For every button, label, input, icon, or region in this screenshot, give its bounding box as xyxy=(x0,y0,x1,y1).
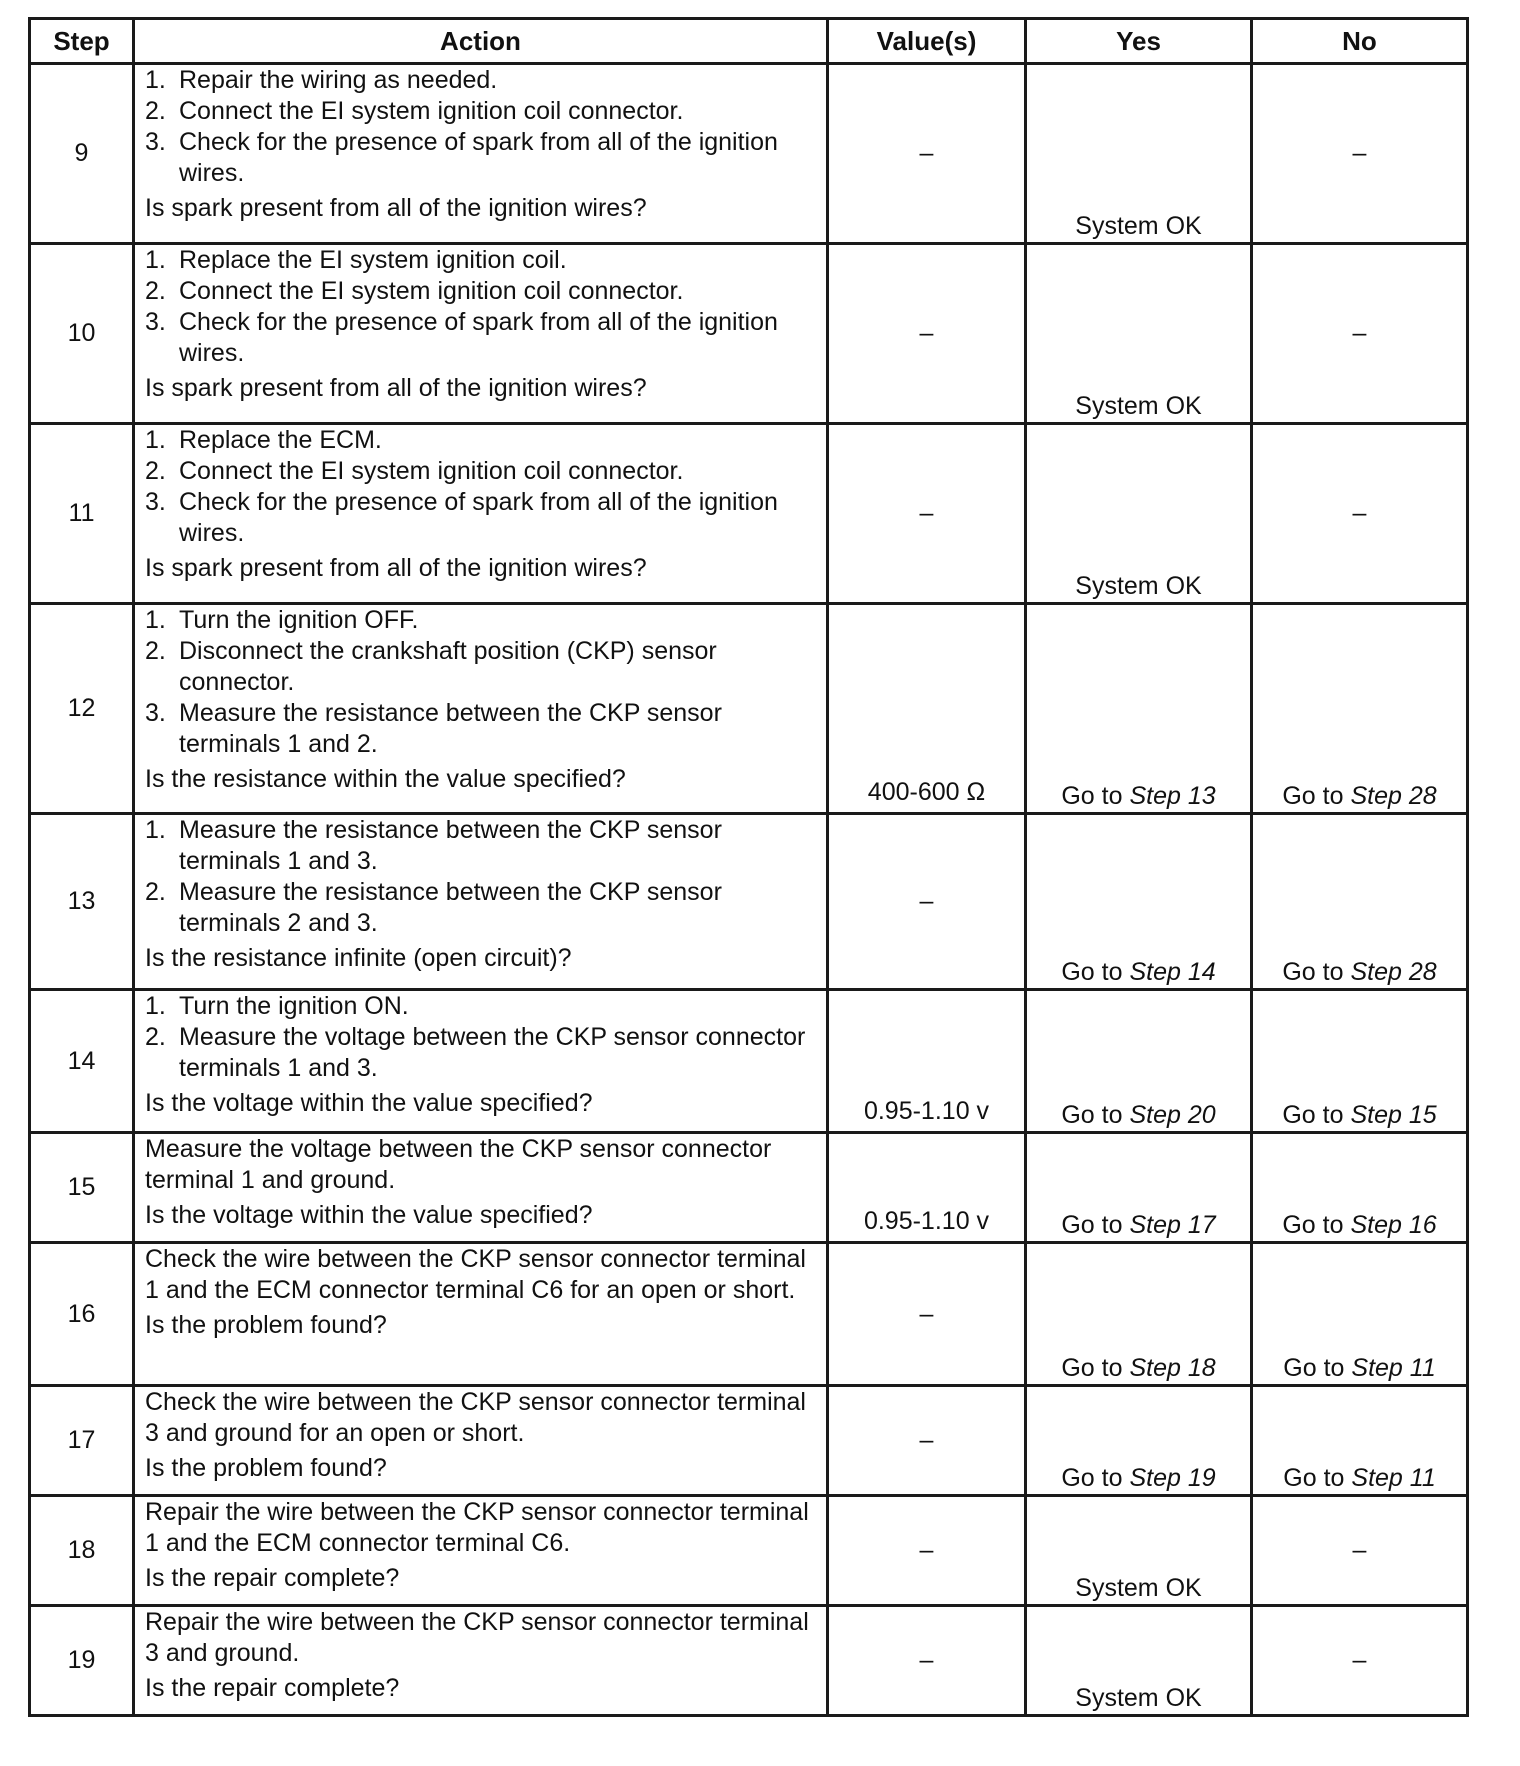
action-item: 1. Repair the wiring as needed. xyxy=(145,66,498,94)
action-question: Is the problem found? xyxy=(145,1454,387,1482)
value-cell: – xyxy=(828,814,1026,990)
table-row xyxy=(30,1386,1468,1496)
step-ref: Step 28 xyxy=(1350,782,1437,810)
table-row xyxy=(30,990,1468,1133)
step-ref: Step 11 xyxy=(1351,1464,1436,1492)
value-cell: – xyxy=(828,424,1026,604)
action-cell xyxy=(134,1606,828,1716)
action-item: 3. Measure the resistance between the CKP sensor terminals 1 and 2. xyxy=(145,699,722,758)
step-ref: Step 28 xyxy=(1350,958,1437,986)
header-yes: Yes xyxy=(1026,19,1252,64)
table-row xyxy=(30,424,1468,604)
yes-cell: System OK xyxy=(1026,1606,1252,1716)
value-cell: – xyxy=(828,1606,1026,1716)
yes-cell: System OK xyxy=(1026,1496,1252,1606)
value-cell: – xyxy=(828,244,1026,424)
step-number: 9 xyxy=(30,64,134,244)
no-cell: Go to Step 16 xyxy=(1252,1133,1468,1243)
step-number: 13 xyxy=(30,814,134,990)
action-question: Is the voltage within the value specified? xyxy=(145,1201,593,1229)
action-text: Measure the voltage between the CKP sensor connector terminal 1 and ground. xyxy=(145,1135,772,1194)
action-item: 1. Replace the EI system ignition coil. xyxy=(145,246,567,274)
header-action: Action xyxy=(134,19,828,64)
step-ref: Step 15 xyxy=(1350,1101,1437,1129)
table-row xyxy=(30,1133,1468,1243)
action-cell xyxy=(134,244,828,424)
action-item: 2. Measure the voltage between the CKP sensor connector terminals 1 and 3. xyxy=(145,1023,806,1082)
yes-cell: Go to Step 17 xyxy=(1026,1133,1252,1243)
step-number: 16 xyxy=(30,1243,134,1386)
table-row xyxy=(30,1606,1468,1716)
yes-cell: Go to Step 18 xyxy=(1026,1243,1252,1386)
step-number: 10 xyxy=(30,244,134,424)
action-item: 3. Check for the presence of spark from all of the ignition wires. xyxy=(145,128,778,187)
table-row xyxy=(30,64,1468,244)
action-text: Repair the wire between the CKP sensor connector terminal 1 and the ECM connector terminal C6. xyxy=(145,1498,809,1557)
action-item: 2. Disconnect the crankshaft position (CKP) sensor connector. xyxy=(145,637,717,696)
action-cell xyxy=(134,604,828,814)
header-no: No xyxy=(1252,19,1468,64)
action-item: 1. Turn the ignition ON. xyxy=(145,992,409,1020)
step-ref: Step 19 xyxy=(1129,1464,1216,1492)
action-cell xyxy=(134,814,828,990)
yes-cell: Go to Step 20 xyxy=(1026,990,1252,1133)
step-number: 14 xyxy=(30,990,134,1133)
step-number: 11 xyxy=(30,424,134,604)
step-number: 18 xyxy=(30,1496,134,1606)
action-question: Is the voltage within the value specified? xyxy=(145,1089,593,1117)
yes-cell: Go to Step 14 xyxy=(1026,814,1252,990)
header-row xyxy=(30,19,1468,64)
step-ref: Step 18 xyxy=(1129,1354,1216,1382)
table-row xyxy=(30,1496,1468,1606)
action-cell xyxy=(134,1133,828,1243)
step-ref: Step 17 xyxy=(1129,1211,1216,1239)
table-row xyxy=(30,604,1468,814)
yes-cell: System OK xyxy=(1026,244,1252,424)
no-cell: Go to Step 28 xyxy=(1252,604,1468,814)
no-cell: Go to Step 15 xyxy=(1252,990,1468,1133)
action-cell xyxy=(134,64,828,244)
action-question: Is the repair complete? xyxy=(145,1674,400,1702)
diagnostic-sheet xyxy=(28,17,1466,1710)
step-ref: Step 20 xyxy=(1129,1101,1216,1129)
action-question: Is the problem found? xyxy=(145,1311,387,1339)
action-question: Is spark present from all of the ignition wires? xyxy=(145,194,647,222)
action-item: 2. Connect the EI system ignition coil connector. xyxy=(145,97,684,125)
step-ref: Step 11 xyxy=(1351,1354,1436,1382)
step-number: 19 xyxy=(30,1606,134,1716)
value-cell: 0.95-1.10 v xyxy=(828,990,1026,1133)
action-text: Repair the wire between the CKP sensor connector terminal 3 and ground. xyxy=(145,1608,809,1667)
action-text: Check the wire between the CKP sensor connector terminal 3 and ground for an open or short. xyxy=(145,1388,806,1447)
no-cell: – xyxy=(1252,244,1468,424)
action-item: 2. Connect the EI system ignition coil connector. xyxy=(145,277,684,305)
step-ref: Step 13 xyxy=(1129,782,1216,810)
no-cell: Go to Step 11 xyxy=(1252,1243,1468,1386)
yes-cell: Go to Step 19 xyxy=(1026,1386,1252,1496)
yes-cell: System OK xyxy=(1026,424,1252,604)
value-cell: 0.95-1.10 v xyxy=(828,1133,1026,1243)
action-item: 2. Measure the resistance between the CKP sensor terminals 2 and 3. xyxy=(145,878,722,937)
action-item: 1. Replace the ECM. xyxy=(145,426,382,454)
action-item: 3. Check for the presence of spark from all of the ignition wires. xyxy=(145,488,778,547)
header-values: Value(s) xyxy=(828,19,1026,64)
value-cell: – xyxy=(828,64,1026,244)
value-cell: – xyxy=(828,1496,1026,1606)
yes-cell: System OK xyxy=(1026,64,1252,244)
action-item: 1. Turn the ignition OFF. xyxy=(145,606,419,634)
table-row xyxy=(30,814,1468,990)
action-item: 1. Measure the resistance between the CKP sensor terminals 1 and 3. xyxy=(145,816,722,875)
action-question: Is spark present from all of the ignition wires? xyxy=(145,554,647,582)
value-cell: – xyxy=(828,1386,1026,1496)
action-item: 2. Connect the EI system ignition coil connector. xyxy=(145,457,684,485)
no-cell: Go to Step 28 xyxy=(1252,814,1468,990)
no-cell: – xyxy=(1252,1496,1468,1606)
table-row xyxy=(30,1243,1468,1386)
value-cell: – xyxy=(828,1243,1026,1386)
value-cell: 400-600 Ω xyxy=(828,604,1026,814)
action-cell xyxy=(134,990,828,1133)
action-cell xyxy=(134,1243,828,1386)
step-ref: Step 16 xyxy=(1350,1211,1437,1239)
action-cell xyxy=(134,424,828,604)
no-cell: – xyxy=(1252,424,1468,604)
action-question: Is spark present from all of the ignition wires? xyxy=(145,374,647,402)
step-number: 17 xyxy=(30,1386,134,1496)
no-cell: Go to Step 11 xyxy=(1252,1386,1468,1496)
diagnostic-table xyxy=(28,17,1469,1717)
action-text: Check the wire between the CKP sensor connector terminal 1 and the ECM connector terminal C6 for an open or short. xyxy=(145,1245,806,1304)
action-cell xyxy=(134,1386,828,1496)
step-number: 15 xyxy=(30,1133,134,1243)
no-cell: – xyxy=(1252,1606,1468,1716)
action-cell xyxy=(134,1496,828,1606)
header-step: Step xyxy=(30,19,134,64)
action-question: Is the resistance within the value specified? xyxy=(145,765,626,793)
step-ref: Step 14 xyxy=(1129,958,1216,986)
step-number: 12 xyxy=(30,604,134,814)
yes-cell: Go to Step 13 xyxy=(1026,604,1252,814)
no-cell: – xyxy=(1252,64,1468,244)
action-question: Is the resistance infinite (open circuit)? xyxy=(145,944,572,972)
action-item: 3. Check for the presence of spark from all of the ignition wires. xyxy=(145,308,778,367)
action-question: Is the repair complete? xyxy=(145,1564,400,1592)
table-row xyxy=(30,244,1468,424)
